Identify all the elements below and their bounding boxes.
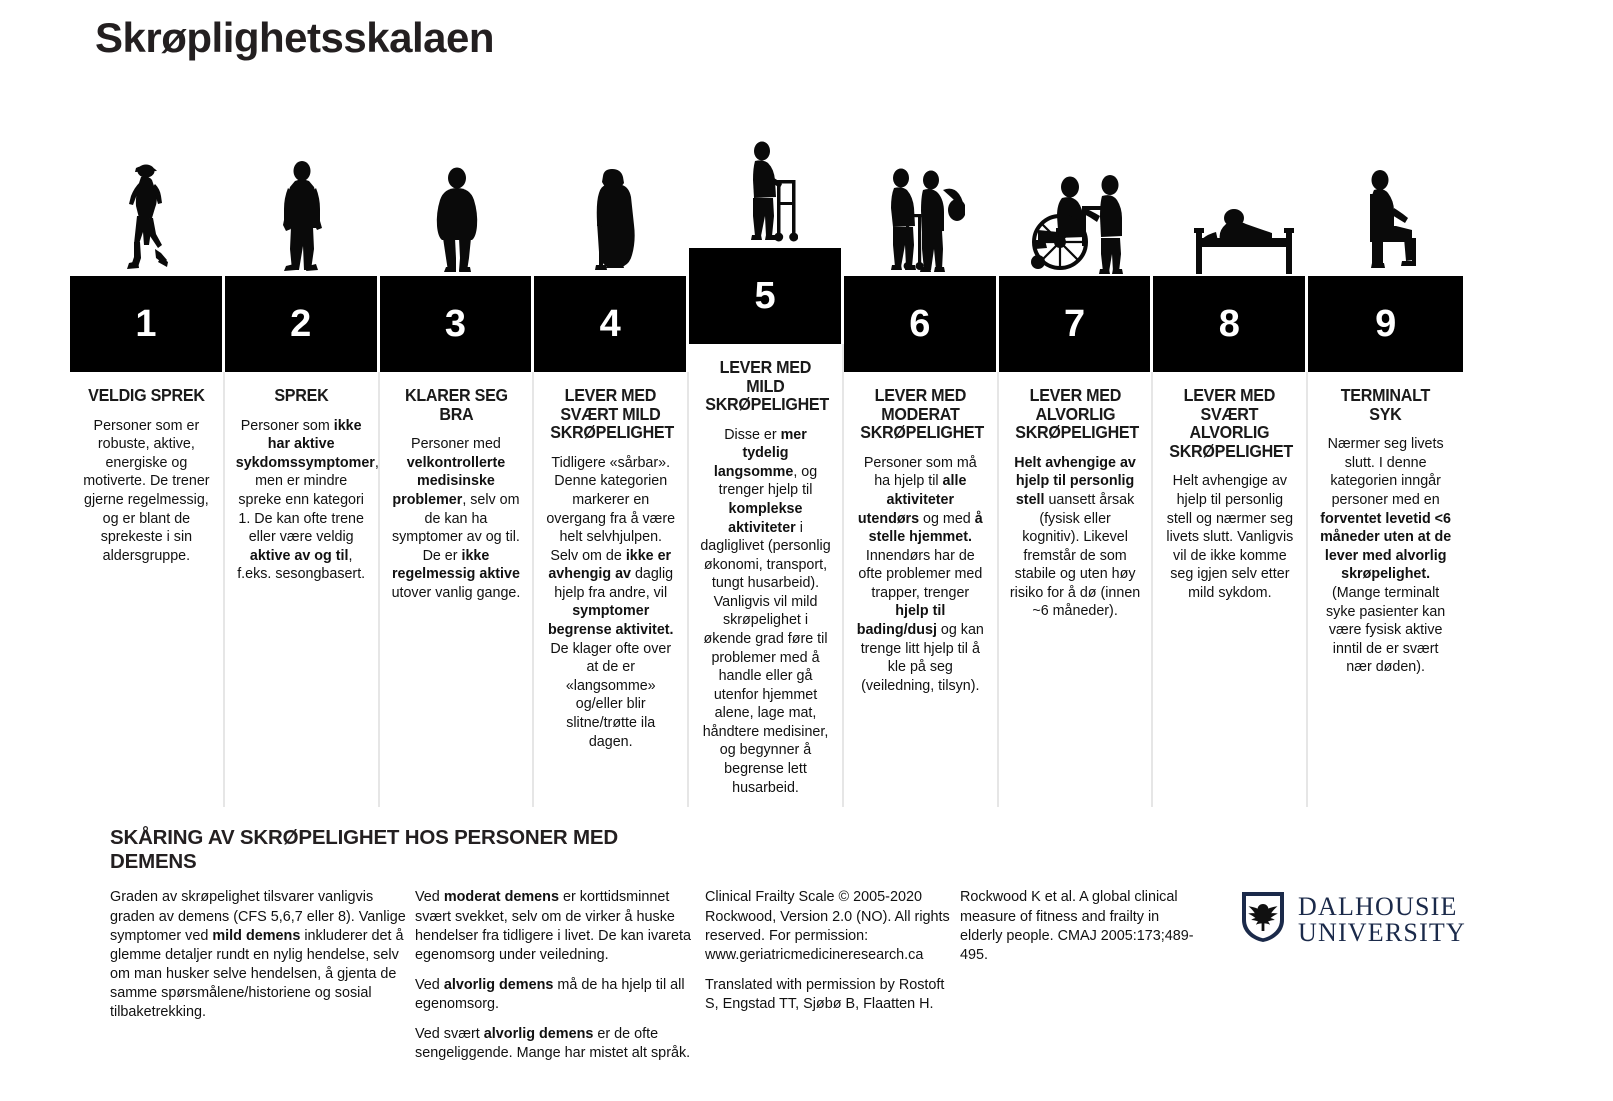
scale-column-8 bbox=[1153, 128, 1308, 807]
scale-text-panel bbox=[689, 344, 844, 807]
scale-category-description: Nærmer seg livets slutt. I denne kategorien inngår personer med en forventet levetid <6 måneder uten at de lever med alvorlig skrøpelighet. (Mange terminalt syke pasienter kan være fysisk aktive inntil de er svært nær døden). bbox=[1320, 436, 1452, 676]
dalhousie-shield-icon bbox=[1240, 890, 1286, 950]
dementia-scoring-heading: SKÅRING AV SKRØPELIGHET HOS PERSONER MED DEMENS bbox=[110, 826, 618, 874]
dalhousie-logo-line1: DALHOUSIE bbox=[1298, 892, 1458, 922]
scale-category-title: VELDIG SPREK bbox=[88, 385, 205, 406]
scale-category-title: LEVER MED SVÆRT ALVORLIG SKRØPELIGHET bbox=[1169, 385, 1294, 461]
scale-category-title: LEVER MED MODERAT SKRØPELIGHET bbox=[860, 385, 984, 443]
scale-category-description: Personer som er robuste, aktive, energiske og motiverte. De trener gjerne regelmessig, og er blant de sprekeste i sin aldersgruppe. bbox=[83, 417, 210, 564]
scale-number-badge: 4 bbox=[534, 276, 689, 372]
scale-category-description: Tidligere «sårbar». Denne kategorien markerer en overgang fra å være helt selvhjulpen. Selv om de ikke er avhengig av daglig hjelp fra andre, vil symptomer begrense aktivitet. De klager ofte over at de er «langsomme» og/eller blir slitne/trøtte ila dagen. bbox=[546, 454, 676, 750]
paragraph: Rockwood K et al. A global clinical measure of fitness and frailty in elderly people. CMAJ 2005:173;489-495. bbox=[960, 889, 1194, 963]
paragraph: Ved svært alvorlig demens er de ofte sengeliggende. Mange har mistet alt språk. bbox=[415, 1026, 691, 1062]
scale-text-panel bbox=[534, 372, 689, 807]
scale-number-badge: 7 bbox=[999, 276, 1154, 372]
dementia-text-column-1 bbox=[110, 888, 410, 1033]
person-assisted-with-walker-silhouette bbox=[844, 128, 999, 276]
scale-category-title: LEVER MED MILD SKRØPELIGHET bbox=[705, 357, 830, 415]
person-with-cane-silhouette bbox=[534, 128, 689, 276]
paragraph: Ved alvorlig demens må de ha hjelp til all egenomsorg. bbox=[415, 977, 685, 1013]
page-title: Skrøplighetsskalaen bbox=[95, 14, 494, 61]
dementia-scoring-section bbox=[110, 826, 1480, 1075]
scale-column-5 bbox=[689, 100, 844, 807]
dalhousie-logo bbox=[1240, 888, 1480, 950]
scale-category-description: Personer som må ha hjelp til alle aktiviteter utendørs og med å stelle hjemmet. Innendørs har de ofte problemer med trapper, trenger hjelp til bading/dusj og kan trenge litt hjelp til å kle på seg (veiledning, tilsyn). bbox=[856, 454, 984, 694]
scale-category-title: LEVER MED SVÆRT MILD SKRØPELIGHET bbox=[550, 385, 675, 443]
paragraph: Translated with permission by Rostoft S, Engstad TT, Sjøbø B, Flaatten H. bbox=[705, 977, 945, 1013]
paragraph: Ved moderat demens er korttidsminnet svært svekket, selv om de virker å huske hendelser fra tidligere i livet. De kan ivareta egenomsorg under veiledning. bbox=[415, 889, 691, 963]
scale-number-badge: 8 bbox=[1153, 276, 1308, 372]
dalhousie-logo-line2: UNIVERSITY bbox=[1298, 918, 1466, 948]
scale-text-panel bbox=[1153, 372, 1308, 807]
scale-text-panel bbox=[1308, 372, 1463, 807]
scale-number-badge: 3 bbox=[380, 276, 535, 372]
scale-text-panel bbox=[225, 372, 380, 807]
scale-column-1 bbox=[70, 128, 225, 807]
scale-column-6 bbox=[844, 128, 999, 807]
scale-category-description: Disse er mer tydelig langsomme, og trenger hjelp til komplekse aktiviteter i dagliglivet (personlig økonomi, transport, tungt husarbeid). Vanligvis vil mild skrøpelighet i økende grad føre til problemer med å handle eller gå utenfor hjemmet alene, lage mat, håndtere medisiner, og begynner å begrense lett husarbeid. bbox=[700, 426, 831, 796]
scale-text-panel bbox=[844, 372, 999, 807]
scale-text-panel bbox=[70, 372, 225, 807]
scale-column-4 bbox=[534, 128, 689, 807]
scale-category-title: LEVER MED ALVORLIG SKRØPELIGHET bbox=[1014, 385, 1139, 443]
scale-category-title: KLARER SEG BRA bbox=[404, 385, 508, 424]
standing-person-silhouette bbox=[380, 128, 535, 276]
scale-category-title: TERMINALT SYK bbox=[1340, 385, 1431, 424]
paragraph: Clinical Frailty Scale © 2005-2020 Rockwood, Version 2.0 (NO). All rights reserved. For permission: www.geriatricmedicineresearch.ca bbox=[705, 889, 950, 963]
scale-text-panel bbox=[380, 372, 535, 807]
scale-category-description: Personer som ikke har aktive sykdomssymptomer, men er mindre spreke enn kategori 1. De kan ofte trene eller være veldig aktive av og til, f.eks. sesongbasert. bbox=[235, 417, 379, 583]
scale-number-badge: 1 bbox=[70, 276, 225, 372]
copyright-column bbox=[705, 888, 950, 1025]
dementia-text-column-2 bbox=[415, 888, 700, 1074]
walking-person-silhouette bbox=[225, 128, 380, 276]
scale-text-panel bbox=[999, 372, 1154, 807]
scale-number-badge: 9 bbox=[1308, 276, 1463, 372]
scale-column-3 bbox=[380, 128, 535, 807]
person-with-walker-silhouette bbox=[689, 100, 844, 248]
person-lying-in-bed-silhouette bbox=[1153, 128, 1308, 276]
seated-person-silhouette bbox=[1308, 128, 1463, 276]
scale-category-description: Personer med velkontrollerte medisinske problemer, selv om de kan ha symptomer av og til. De er ikke regelmessig aktive utover vanlig gange. bbox=[391, 436, 521, 601]
frailty-scale-grid bbox=[70, 100, 1463, 807]
scale-category-description: Helt avhengige av hjelp til personlig stell og nærmer seg livets slutt. Vanligvis vil de ikke komme seg igjen selv etter mild sykdom. bbox=[1166, 473, 1294, 601]
citation-column bbox=[960, 888, 1205, 976]
scale-number-badge: 5 bbox=[689, 248, 844, 344]
jogging-person-silhouette bbox=[70, 128, 225, 276]
scale-number-badge: 6 bbox=[844, 276, 999, 372]
wheelchair-person-pushed-silhouette bbox=[999, 128, 1154, 276]
scale-column-9 bbox=[1308, 128, 1463, 807]
scale-column-2 bbox=[225, 128, 380, 807]
scale-column-7 bbox=[999, 128, 1154, 807]
paragraph: Graden av skrøpelighet tilsvarer vanligvis graden av demens (CFS 5,6,7 eller 8). Vanlige symptomer ved mild demens inkluderer det å glemme detaljer rundt en nylig hendelse, selv om man husker selve hendelsen, å gjenta de samme spørsmålene/historiene og sosial tilbaketrekking. bbox=[110, 889, 406, 1021]
scale-number-badge: 2 bbox=[225, 276, 380, 372]
scale-category-description: Helt avhengige av hjelp til personlig stell uansett årsak (fysisk eller kognitiv). Likevel fremstår de som stabile og uten høy risiko for å dø (innen ~6 måneder). bbox=[1009, 454, 1141, 620]
scale-category-title: SPREK bbox=[274, 385, 329, 406]
